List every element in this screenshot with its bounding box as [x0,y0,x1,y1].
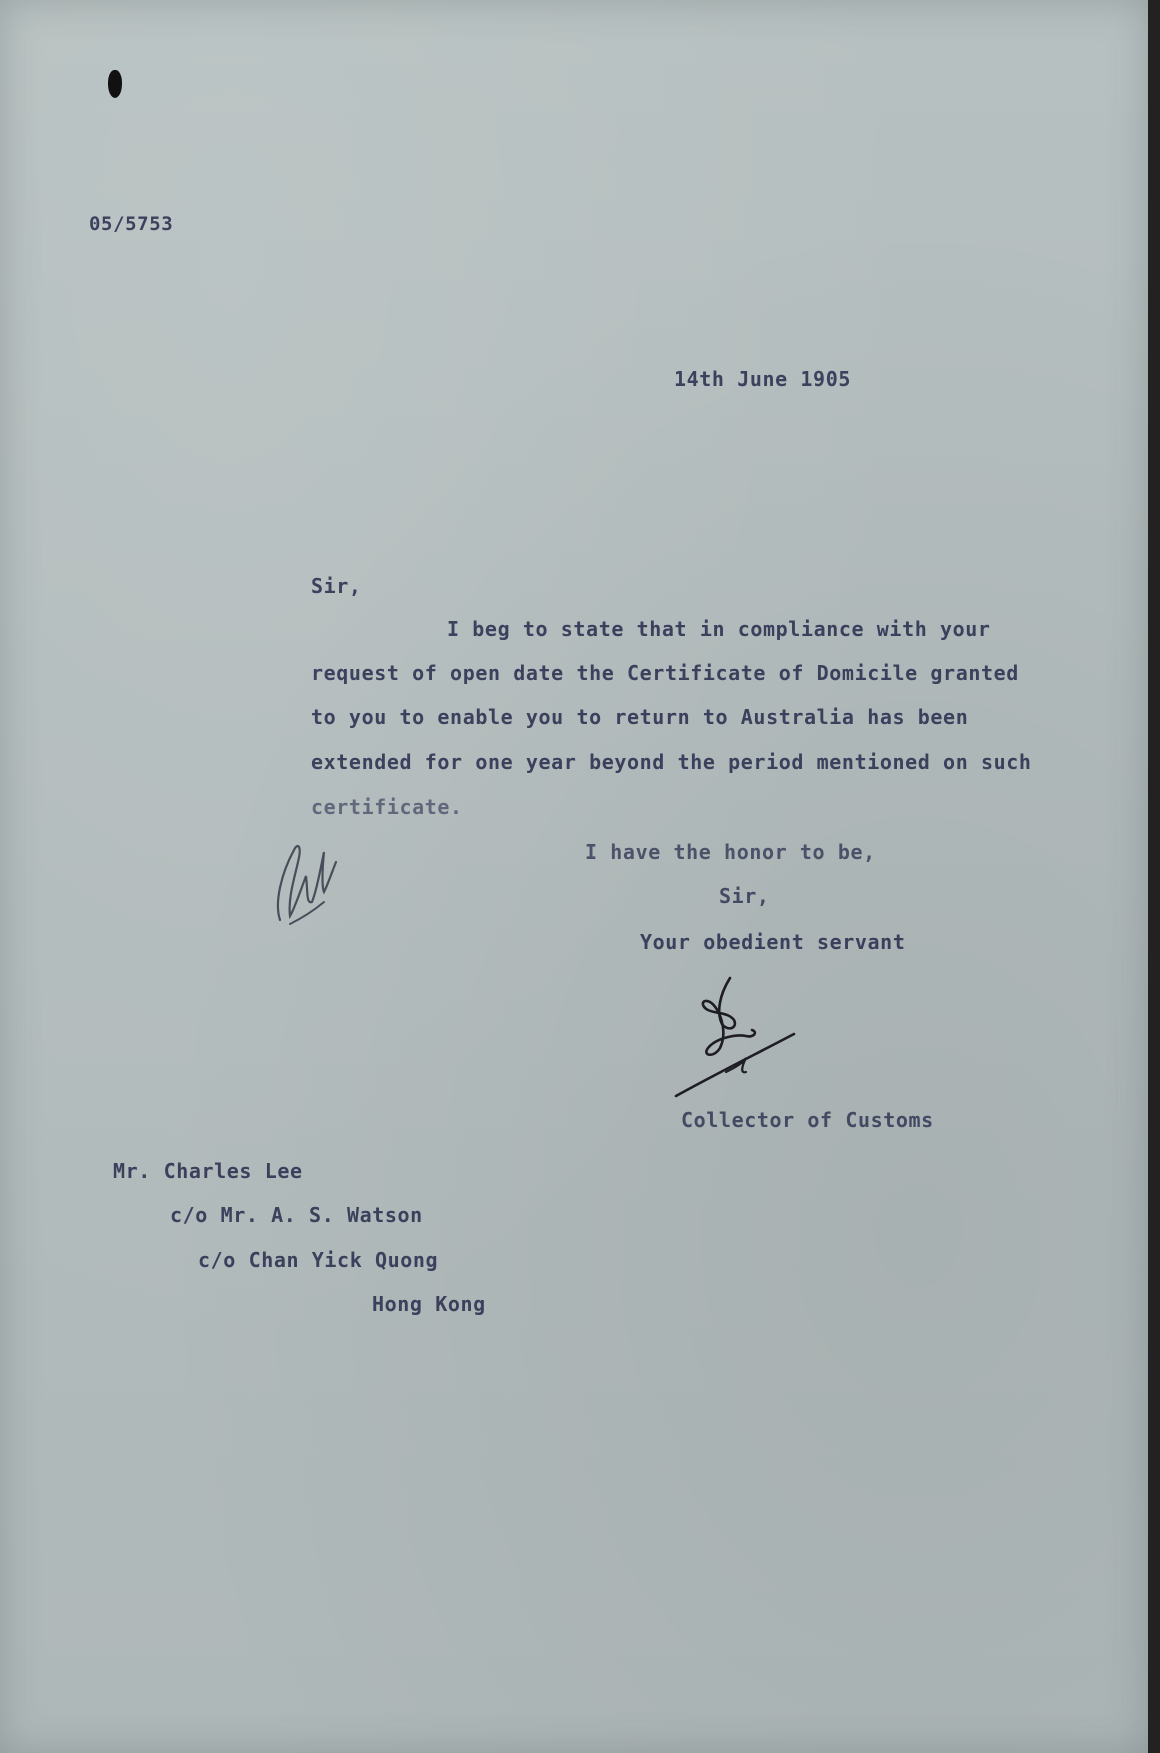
handwritten-signature [672,972,807,1102]
body-line-5: certificate. [311,795,463,819]
signatory-title: Collector of Customs [681,1108,934,1132]
closing-line-2: Sir, [719,884,770,908]
letter-date: 14th June 1905 [674,367,851,391]
pencil-initials [272,832,342,927]
address-line-2: c/o Mr. A. S. Watson [170,1203,423,1227]
salutation: Sir, [311,574,362,598]
closing-line-1: I have the honor to be, [585,840,876,864]
address-line-1: Mr. Charles Lee [113,1159,303,1183]
punch-hole [108,70,122,98]
closing-line-3: Your obedient servant [640,930,906,954]
address-line-4: Hong Kong [372,1292,486,1316]
body-line-4: extended for one year beyond the period mentioned on such [311,750,1032,774]
body-line-1: I beg to state that in compliance with your [447,617,991,641]
scan-edge [1148,0,1160,1753]
address-line-3: c/o Chan Yick Quong [198,1248,439,1272]
body-line-2: request of open date the Certificate of Domicile granted [311,661,1019,685]
file-reference: 05/5753 [89,213,174,235]
body-line-3: to you to enable you to return to Australia has been [311,705,969,729]
